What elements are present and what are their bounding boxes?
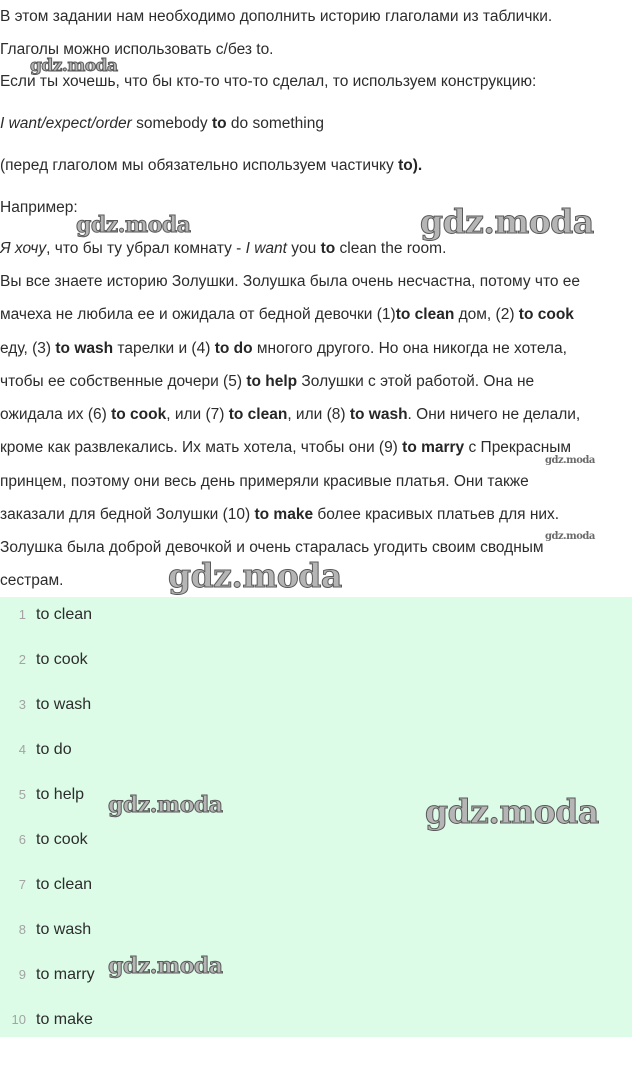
answer-text: to help [36,786,85,803]
answer-text: to wash [36,921,92,938]
watermark: gdz.moda [425,792,599,831]
line-number: 8 [18,922,26,937]
story-line: ожидала их (6) to cook, или (7) to clean, или (8) to wash. Они ничего не делали, [0,406,581,423]
story-line: Вы все знаете историю Золушки. Золушка была очень несчастна, потому что ее [0,273,581,290]
answer-text: to do [36,741,72,758]
story-line: кроме как развлекались. Их мать хотела, чтобы они (9) to marry с Прекрасным [0,439,572,456]
answer-row [0,965,95,985]
line-number: 5 [18,787,26,802]
line-number: 1 [18,607,26,622]
answer-row [0,695,91,715]
story-line: сестрам. [0,572,64,589]
watermark: gdz.moda [108,792,223,818]
usage-note: Глаголы можно использовать с/без to. [0,41,274,58]
watermark: gdz.moda [545,455,595,466]
answer-text: to wash [36,696,92,713]
answer-text: to clean [36,876,93,893]
story-line: мачеха не любила ее и ожидала от бедной девочки (1)to clean дом, (2) to cook [0,306,574,323]
story-line: чтобы ее собственные дочери (5) to help Золушки с этой работой. Она не [0,373,535,390]
line-number: 6 [18,832,26,847]
answer-text: to clean [36,606,93,623]
answer-row [0,785,84,805]
story-line: заказали для бедной Золушки (10) to make более красивых платьев для них. [0,506,560,523]
answer-row [0,830,88,850]
answer-row [0,650,88,670]
watermark: gdz.moda [545,531,595,542]
watermark: gdz.moda [76,212,191,238]
answer-row [0,920,91,940]
construction-intro: Если ты хочешь, что бы кто-то что-то сделал, то используем конструкцию: [0,73,537,90]
particle-note: (перед глаголом мы обязательно используем частичку to). [0,157,423,174]
watermark: gdz.moda [108,953,223,979]
answer-row [0,740,72,760]
answer-row [0,1010,93,1030]
answer-text: to marry [36,966,95,983]
construction-pattern: I want/expect/order somebody to do something [0,115,324,132]
story-line: Золушка была доброй девочкой и очень старалась угодить своим сводным [0,539,544,556]
watermark: gdz.moda [30,56,118,76]
story-line: еду, (3) to wash тарелки и (4) to do многого другого. Но она никогда не хотела, [0,340,567,357]
answer-text: to cook [36,831,88,848]
watermark: gdz.moda [168,556,342,595]
answer-text: to cook [36,651,88,668]
line-number: 2 [18,652,26,667]
line-number: 4 [18,742,26,757]
line-number: 10 [11,1012,26,1027]
line-number: 3 [18,697,26,712]
intro-line: В этом задании нам необходимо дополнить историю глаголами из таблички. [0,8,553,25]
line-number: 9 [18,967,26,982]
example-label: Например: [0,199,78,216]
story-line: принцем, поэтому они весь день примеряли красивые платья. Они также [0,473,529,490]
answer-row [0,605,92,625]
watermark: gdz.moda [420,202,594,241]
line-number: 7 [18,877,26,892]
answer-row [0,875,92,895]
example-sentence: Я хочу, что бы ту убрал комнату - I want you to clean the room. [0,240,447,257]
answer-text: to make [36,1011,93,1028]
